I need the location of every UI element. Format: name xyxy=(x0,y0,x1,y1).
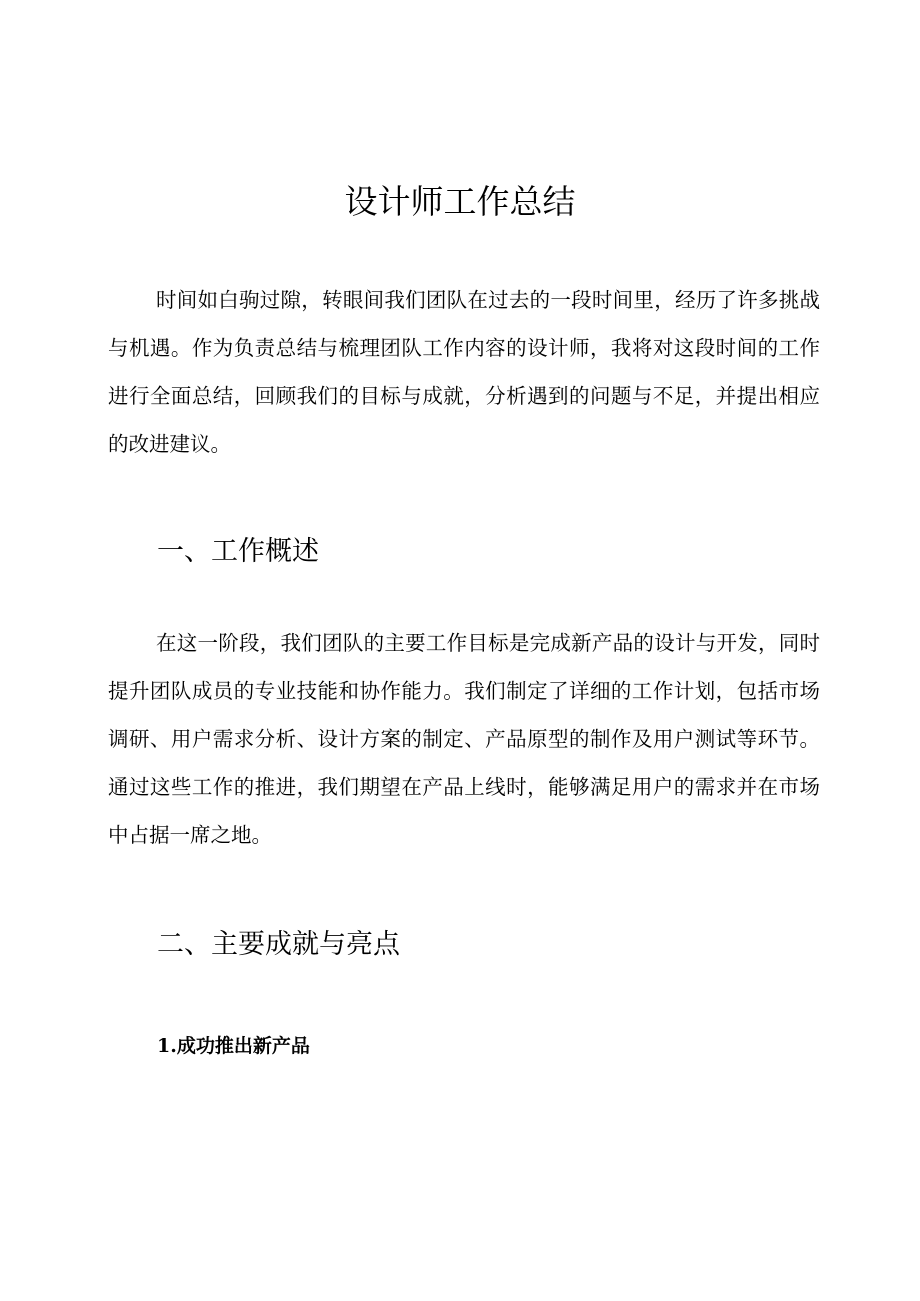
section-heading-achievements: 二、主要成就与亮点 xyxy=(157,929,400,960)
overview-paragraph: 在这一阶段，我们团队的主要工作目标是完成新产品的设计与开发，同时提升团队成员的专业技能和协作能力。我们制定了详细的工作计划，包括市场调研、用户需求分析、设计方案的制定、产品原型的制作及用户测试等环节。通过这些工作的推进，我们期望在产品上线时，能够满足用户的需求并在市场中占据一席之地。 xyxy=(108,631,820,847)
intro-paragraph: 时间如白驹过隙，转眼间我们团队在过去的一段时间里，经历了许多挑战与机遇。作为负责总结与梳理团队工作内容的设计师，我将对这段时间的工作进行全面总结，回顾我们的目标与成就，分析遇到的问题与不足，并提出相应的改进建议。 xyxy=(108,288,820,456)
section-heading-overview: 一、工作概述 xyxy=(157,536,319,567)
document-title: 设计师工作总结 xyxy=(344,182,576,221)
subheading-new-product: 1.成功推出新产品 xyxy=(157,1035,310,1057)
